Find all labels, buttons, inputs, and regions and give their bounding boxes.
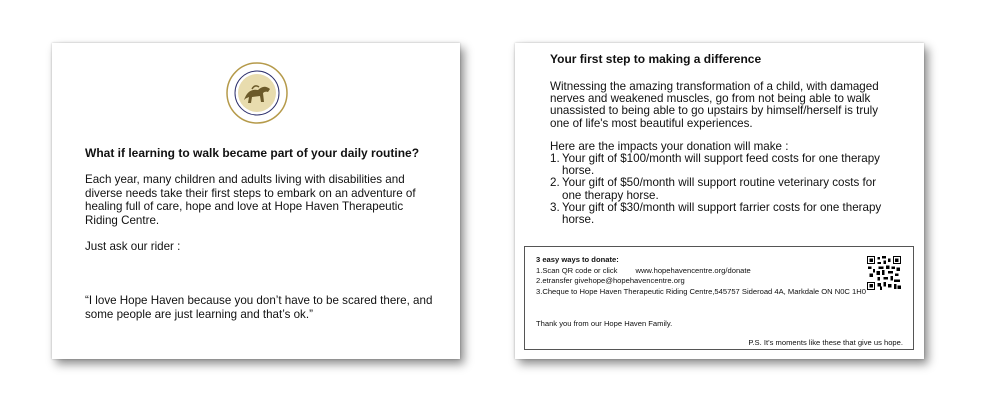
right-body-text: Witnessing the amazing transformation of a child, with damaged nerves and weakened muscles, go from not being able to walk unassisted to being able to go upstairs by himself/herself is truly one of life's most beautiful experiences. [550, 80, 879, 130]
impact-text: Your gift of $50/month will support routine veterinary costs for one therapy horse. [562, 176, 877, 202]
donate-title: 3 easy ways to donate: [536, 255, 619, 264]
thank-you-text: Thank you from our Hope Haven Family. [536, 319, 673, 328]
left-card [52, 43, 460, 359]
hope-haven-logo [226, 62, 288, 124]
list-item [550, 202, 895, 226]
impact-text: Your gift of $100/month will support feed costs for one therapy horse. [562, 152, 880, 178]
donate-line-etransfer: 2.etransfer givehope@hopehavencentre.org [536, 276, 685, 285]
impact-number: 3. [550, 200, 560, 214]
qr-code-icon [867, 256, 901, 290]
ps-text: P.S. It’s moments like these that give us hope. [748, 338, 903, 347]
donate-link[interactable]: www.hopehavencentre.org/donate [635, 265, 751, 275]
donate-line-qr [536, 266, 906, 277]
rider-quote: “I love Hope Haven because you don’t have to be scared there, and some people are just learning and that’s ok.” [85, 294, 433, 321]
impact-number: 1. [550, 152, 560, 165]
scan-qr-label: 1.Scan QR code or click [536, 265, 618, 275]
list-item [550, 177, 895, 201]
impact-number: 2. [550, 176, 560, 190]
impacts-intro: Here are the impacts your donation will make : [550, 140, 789, 153]
list-item [550, 153, 895, 177]
impact-list [550, 153, 895, 226]
horse-logo-icon [226, 62, 288, 124]
qr-code[interactable] [867, 256, 901, 290]
impact-text: Your gift of $30/month will support farrier costs for one therapy horse. [562, 200, 882, 227]
left-body-text: Each year, many children and adults living with disabilities and diverse needs take their first steps to embark on an adventure of healing full of care, hope and love at Hope Haven Therapeutic Riding Centre. [85, 173, 416, 227]
ask-rider-text: Just ask our rider : [85, 240, 181, 253]
right-card [515, 43, 924, 359]
donate-details [536, 255, 906, 297]
right-heading: Your first step to making a difference [550, 52, 762, 66]
donate-box [524, 246, 914, 350]
left-heading: What if learning to walk became part of your daily routine? [85, 146, 420, 160]
donate-line-cheque: 3.Cheque to Hope Haven Therapeutic Riding Centre,545757 Sideroad 4A, Markdale ON N0C 1H0 [536, 286, 866, 296]
